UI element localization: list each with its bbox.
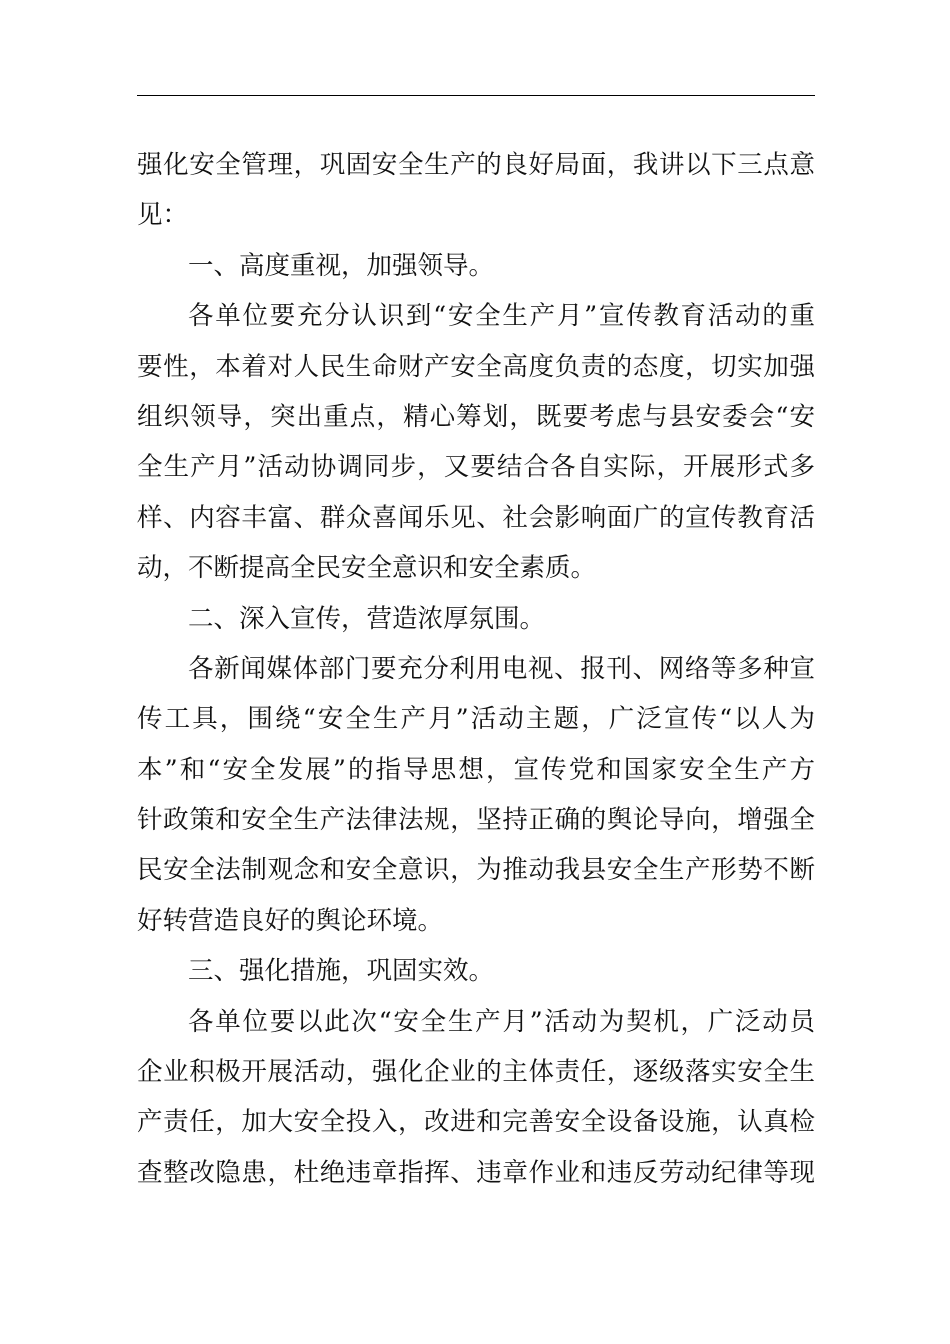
text-line: 二、深入宣传，营造浓厚氛围。 — [188, 603, 546, 634]
text-line: 动，不断提高全民安全意识和安全素质。 — [137, 553, 597, 584]
text-line: 一、高度重视，加强领导。 — [188, 250, 495, 281]
text-line: 企业积极开展活动，强化企业的主体责任，逐级落实安全生 — [137, 1057, 815, 1088]
text-line: 针政策和安全生产法律法规，坚持正确的舆论导向，增强全 — [137, 805, 815, 836]
text-line: 各新闻媒体部门要充分利用电视、报刊、网络等多种宣 — [188, 653, 815, 684]
text-line: 三、强化措施，巩固实效。 — [188, 956, 495, 987]
text-line: 要性，本着对人民生命财产安全高度负责的态度，切实加强 — [137, 351, 815, 382]
text-line: 传工具，围绕“安全生产月”活动主题，广泛宣传“以人为 — [137, 704, 815, 735]
document-body — [137, 140, 815, 1198]
text-line: 强化安全管理，巩固安全生产的良好局面，我讲以下三点意 — [137, 150, 815, 180]
text-line: 见： — [137, 200, 189, 231]
text-line: 产责任，加大安全投入，改进和完善安全设备设施，认真检 — [137, 1107, 815, 1138]
text-line: 全生产月”活动协调同步，又要结合各自实际，开展形式多 — [137, 452, 815, 483]
text-line: 查整改隐患，杜绝违章指挥、违章作业和违反劳动纪律等现 — [137, 1157, 815, 1188]
text-line: 样、内容丰富、群众喜闻乐见、社会影响面广的宣传教育活 — [137, 502, 815, 533]
text-line: 各单位要充分认识到“安全生产月”宣传教育活动的重 — [188, 301, 815, 332]
text-line: 各单位要以此次“安全生产月”活动为契机，广泛动员 — [188, 1006, 815, 1037]
header-rule — [137, 95, 815, 96]
text-line: 民安全法制观念和安全意识，为推动我县安全生产形势不断 — [137, 855, 815, 886]
text-line: 好转营造良好的舆论环境。 — [137, 905, 444, 936]
text-line: 本”和“安全发展”的指导思想，宣传党和国家安全生产方 — [137, 754, 815, 785]
text-line: 组织领导，突出重点，精心筹划，既要考虑与县安委会“安 — [137, 401, 815, 432]
